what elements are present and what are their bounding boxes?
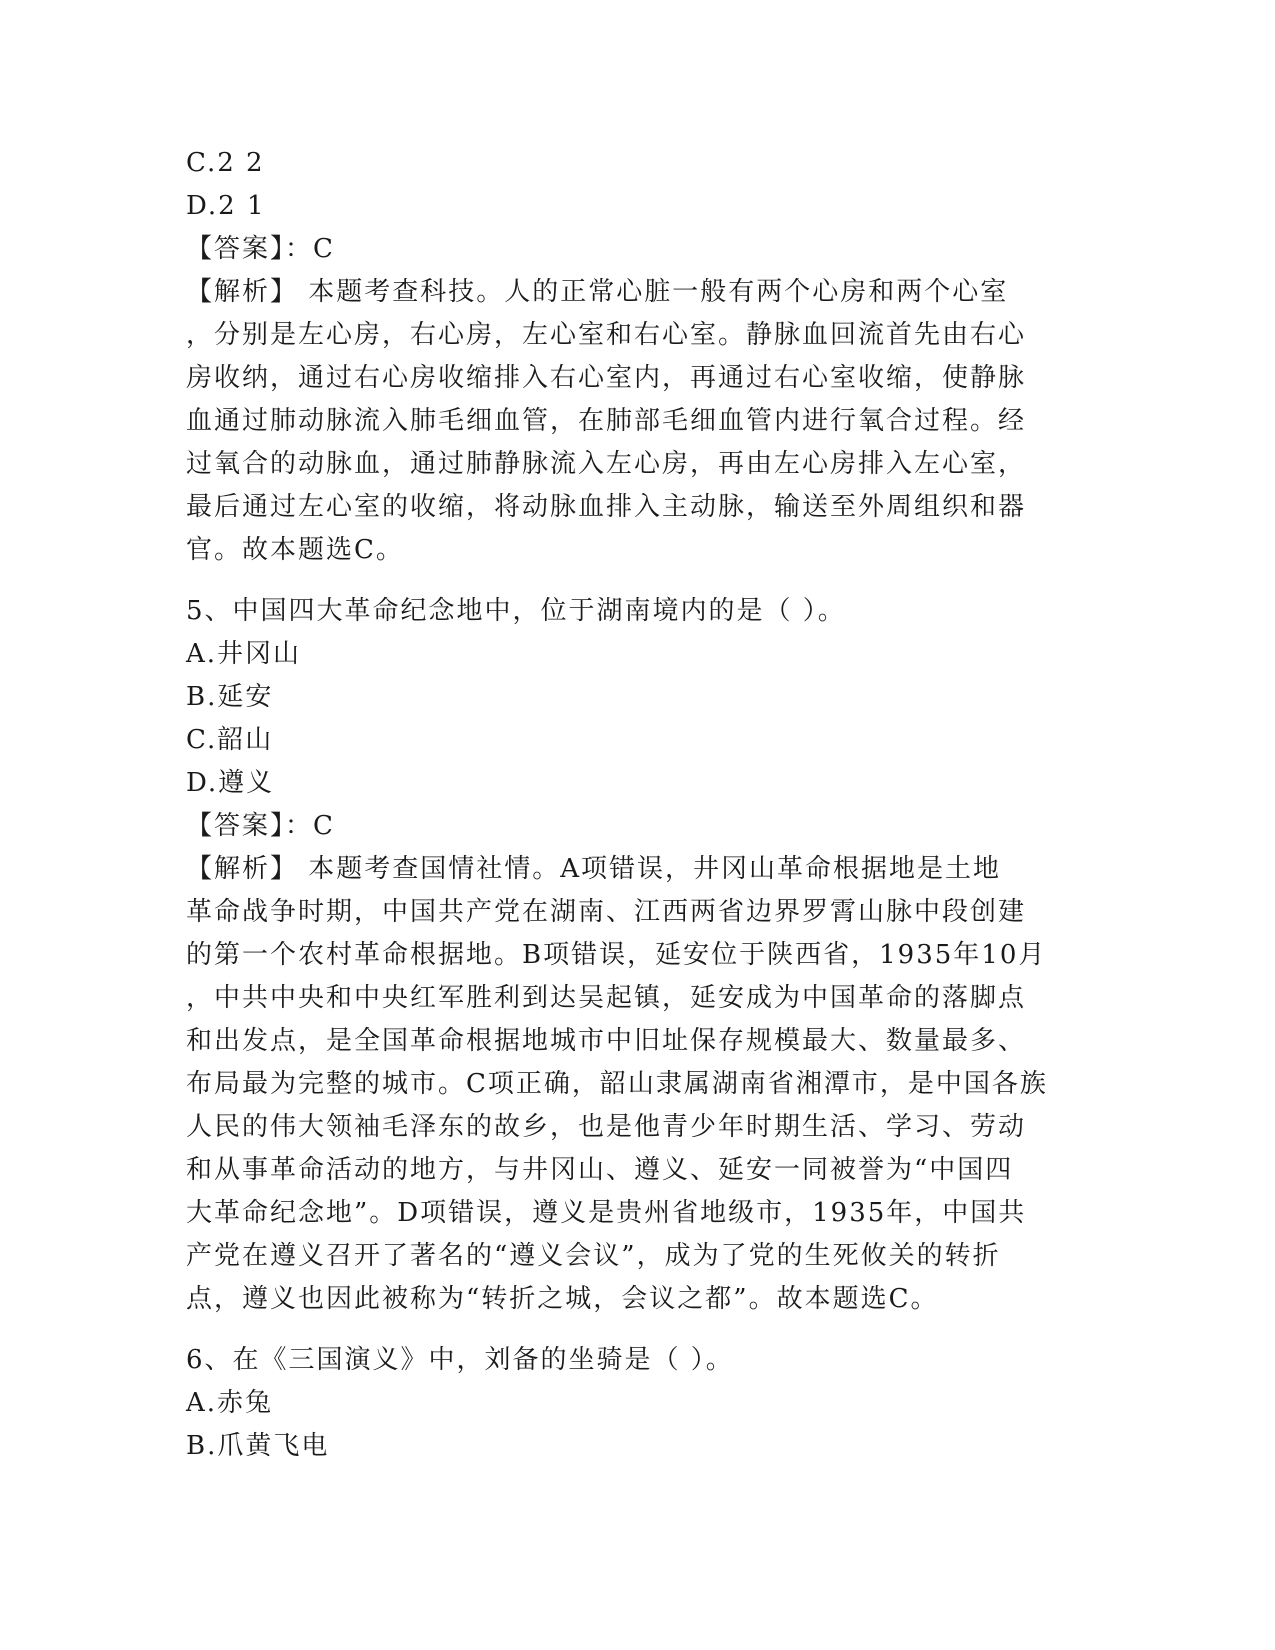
answer-line: 【答案】：C <box>186 811 335 841</box>
option-c: C.韶山 <box>186 725 274 755</box>
analysis-line: 【解析】 本题考查科技。人的正常心脏一般有两个心房和两个心室 <box>186 277 1009 307</box>
analysis-line: ，中共中央和中央红军胜利到达吴起镇，延安成为中国革命的落脚点 <box>186 983 1027 1013</box>
analysis-line: 产党在遵义召开了著名的“遵义会议”，成为了党的生死攸关的转折 <box>186 1241 1001 1271</box>
option-b: B.延安 <box>186 682 274 712</box>
analysis-line: 和从事革命活动的地方，与井冈山、遵义、延安一同被誉为“中国四 <box>186 1155 1014 1185</box>
analysis-line: 血通过肺动脉流入肺毛细血管，在肺部毛细血管内进行氧合过程。经 <box>186 406 1027 436</box>
answer-line: 【答案】：C <box>186 234 335 264</box>
analysis-line: 最后通过左心室的收缩，将动脉血排入主动脉，输送至外周组织和器 <box>186 492 1027 522</box>
question-stem: 5、中国四大革命纪念地中，位于湖南境内的是（ ）。 <box>186 596 846 626</box>
option-a: A.赤兔 <box>186 1388 274 1418</box>
question-stem: 6、在《三国演义》中，刘备的坐骑是（ ）。 <box>186 1345 734 1375</box>
analysis-line: ，分别是左心房，右心房，左心室和右心室。静脉血回流首先由右心 <box>186 320 1027 350</box>
analysis-line: 官。故本题选C。 <box>186 535 404 565</box>
analysis-line: 【解析】 本题考查国情社情。A项错误，井冈山革命根据地是土地 <box>186 854 1002 884</box>
question-6 <box>186 1339 1086 1468</box>
option-c: C.2 2 <box>186 148 265 178</box>
analysis-line: 过氧合的动脉血，通过肺静脉流入左心房，再由左心房排入左心室， <box>186 449 1027 479</box>
analysis-line: 和出发点，是全国革命根据地城市中旧址保存规模最大、数量最多、 <box>186 1026 1027 1056</box>
option-b: B.爪黄飞电 <box>186 1431 330 1461</box>
option-d: D.遵义 <box>186 768 275 798</box>
prev-question <box>186 142 1086 572</box>
analysis-line: 的第一个农村革命根据地。B项错误，延安位于陕西省，1935年10月 <box>186 940 1047 970</box>
document-page <box>186 142 1086 1468</box>
analysis-line: 点，遵义也因此被称为“转折之城，会议之都”。故本题选C。 <box>186 1284 939 1314</box>
analysis-line: 布局最为完整的城市。C项正确，韶山隶属湖南省湘潭市，是中国各族 <box>186 1069 1048 1099</box>
analysis-line: 大革命纪念地”。D项错误，遵义是贵州省地级市，1935年，中国共 <box>186 1198 1027 1228</box>
question-5 <box>186 590 1086 1321</box>
option-d: D.2 1 <box>186 191 266 221</box>
analysis-line: 房收纳，通过右心房收缩排入右心室内，再通过右心室收缩，使静脉 <box>186 363 1027 393</box>
analysis-line: 革命战争时期，中国共产党在湖南、江西两省边界罗霄山脉中段创建 <box>186 897 1027 927</box>
analysis-line: 人民的伟大领袖毛泽东的故乡，也是他青少年时期生活、学习、劳动 <box>186 1112 1027 1142</box>
option-a: A.井冈山 <box>186 639 302 669</box>
